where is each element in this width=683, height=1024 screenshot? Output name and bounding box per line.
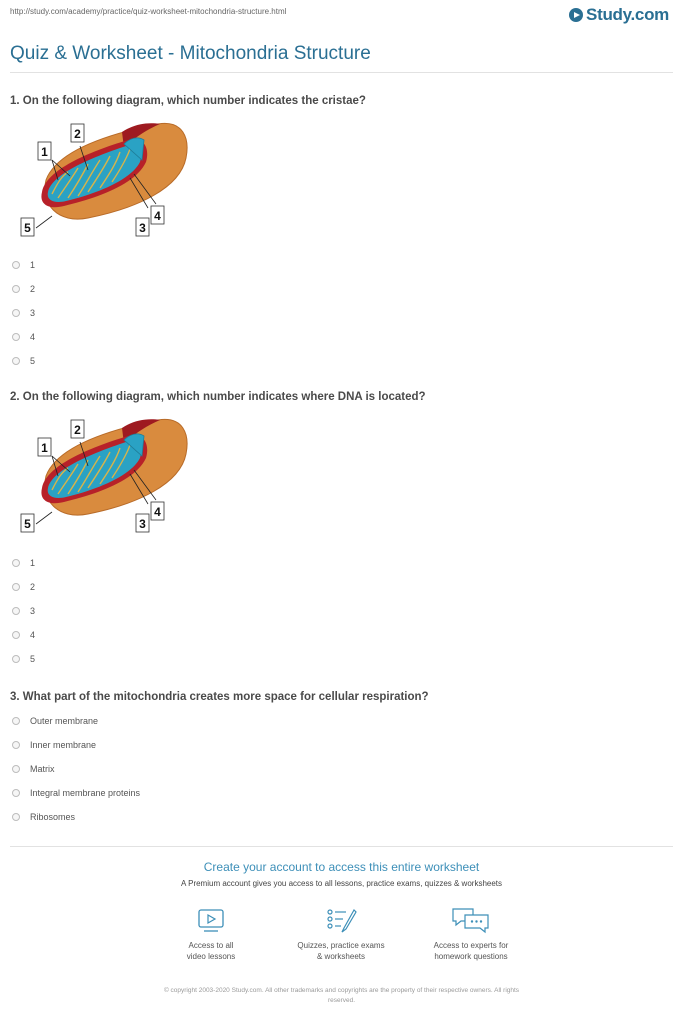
- answer-option[interactable]: [12, 301, 35, 325]
- radio-button[interactable]: [12, 717, 20, 725]
- option-label: 4: [30, 332, 36, 342]
- mitochondria-diagram: [18, 118, 193, 238]
- feature-line: video lessons: [186, 952, 236, 961]
- answer-option[interactable]: [12, 757, 140, 781]
- answer-option[interactable]: [12, 325, 35, 349]
- radio-button[interactable]: [12, 789, 20, 797]
- radio-button[interactable]: [12, 357, 20, 365]
- svg-text:4: 4: [154, 209, 161, 223]
- option-label: Integral membrane proteins: [30, 788, 141, 798]
- svg-text:5: 5: [24, 517, 31, 531]
- cta-subtitle: A Premium account gives you access to all lessons, practice exams, quizzes & worksheets: [180, 879, 503, 888]
- diagram-label-2: [71, 124, 84, 142]
- feature-line: Quizzes, practice exams: [297, 941, 385, 950]
- radio-button[interactable]: [12, 631, 20, 639]
- radio-button[interactable]: [12, 261, 20, 269]
- radio-button[interactable]: [12, 607, 20, 615]
- question-2: 2. On the following diagram, which number indicates where DNA is located?: [10, 391, 426, 403]
- diagram-label-5: [21, 218, 34, 236]
- option-label: Outer membrane: [30, 716, 99, 726]
- diagram-label-2: [71, 420, 84, 438]
- mitochondria-diagram: [18, 414, 193, 534]
- feature-worksheets: [271, 906, 411, 962]
- chat-bubbles-icon: [451, 906, 491, 934]
- study-logo[interactable]: [569, 5, 669, 25]
- radio-button[interactable]: [12, 655, 20, 663]
- answer-option[interactable]: [12, 277, 35, 301]
- svg-text:4: 4: [154, 505, 161, 519]
- answer-options-q2: [12, 551, 35, 671]
- feature-text: [401, 940, 541, 962]
- option-label: 2: [30, 582, 36, 592]
- radio-button[interactable]: [12, 309, 20, 317]
- option-label: Ribosomes: [30, 812, 76, 822]
- copyright: [110, 986, 573, 1006]
- mitochondrion-illustration: [41, 419, 187, 515]
- answer-option[interactable]: [12, 599, 35, 623]
- answer-options-q3: [12, 709, 140, 829]
- svg-text:5: 5: [24, 221, 31, 235]
- answer-option[interactable]: [12, 623, 35, 647]
- logo-text: Study.com: [586, 5, 669, 24]
- worksheet-icon: [324, 906, 358, 934]
- option-label: 3: [30, 606, 36, 616]
- divider: [10, 72, 673, 73]
- svg-text:2: 2: [74, 127, 81, 141]
- feature-line: homework questions: [434, 952, 508, 961]
- svg-text:3: 3: [139, 221, 146, 235]
- radio-button[interactable]: [12, 813, 20, 821]
- answer-option[interactable]: [12, 575, 35, 599]
- feature-line: Access to experts for: [433, 941, 509, 950]
- diagram-label-1: [38, 438, 51, 456]
- page-title: Quiz & Worksheet - Mitochondria Structure: [10, 43, 371, 64]
- answer-option[interactable]: [12, 781, 140, 805]
- feature-line: & worksheets: [316, 952, 366, 961]
- option-label: 3: [30, 308, 36, 318]
- diagram-label-3: [136, 218, 149, 236]
- mitochondrion-illustration: [41, 123, 187, 219]
- svg-text:1: 1: [41, 441, 48, 455]
- option-label: 1: [30, 558, 36, 568]
- question-3: 3. What part of the mitochondria creates more space for cellular respiration?: [10, 691, 429, 703]
- option-label: 2: [30, 284, 36, 294]
- option-label: 1: [30, 260, 36, 270]
- feature-video-lessons: [141, 906, 281, 962]
- diagram-label-5: [21, 514, 34, 532]
- option-label: 5: [30, 654, 36, 664]
- svg-text:1: 1: [41, 145, 48, 159]
- cta-title-link[interactable]: Create your account to access this entire worksheet: [203, 860, 480, 874]
- play-logo-icon: [569, 8, 583, 22]
- feature-text: [141, 940, 281, 962]
- feature-experts: [401, 906, 541, 962]
- radio-button[interactable]: [12, 333, 20, 341]
- radio-button[interactable]: [12, 741, 20, 749]
- diagram-label-4: [151, 206, 164, 224]
- diagram-label-3: [136, 514, 149, 532]
- answer-option[interactable]: [12, 733, 140, 757]
- diagram-label-1: [38, 142, 51, 160]
- option-label: Matrix: [30, 764, 55, 774]
- option-label: 5: [30, 356, 36, 366]
- radio-button[interactable]: [12, 765, 20, 773]
- divider: [10, 846, 673, 847]
- copyright-line: © copyright 2003-2020 Study.com. All other trademarks and copyrights are the property of their respective owners. All rights: [163, 987, 520, 994]
- svg-text:3: 3: [139, 517, 146, 531]
- answer-option[interactable]: [12, 349, 35, 373]
- option-label: 4: [30, 630, 36, 640]
- radio-button[interactable]: [12, 559, 20, 567]
- answer-option[interactable]: [12, 647, 35, 671]
- feature-line: Access to all: [188, 941, 234, 950]
- answer-option[interactable]: [12, 551, 35, 575]
- question-1: 1. On the following diagram, which number indicates the cristae?: [10, 95, 366, 107]
- answer-options-q1: [12, 253, 35, 373]
- copyright-line: reserved.: [327, 997, 356, 1004]
- answer-option[interactable]: [12, 709, 140, 733]
- feature-text: [271, 940, 411, 962]
- radio-button[interactable]: [12, 583, 20, 591]
- diagram-label-4: [151, 502, 164, 520]
- url-bar: http://study.com/academy/practice/quiz-worksheet-mitochondria-structure.html: [10, 7, 287, 16]
- svg-text:2: 2: [74, 423, 81, 437]
- radio-button[interactable]: [12, 285, 20, 293]
- answer-option[interactable]: [12, 805, 140, 829]
- answer-option[interactable]: [12, 253, 35, 277]
- video-lesson-icon: [196, 906, 226, 934]
- option-label: Inner membrane: [30, 740, 97, 750]
